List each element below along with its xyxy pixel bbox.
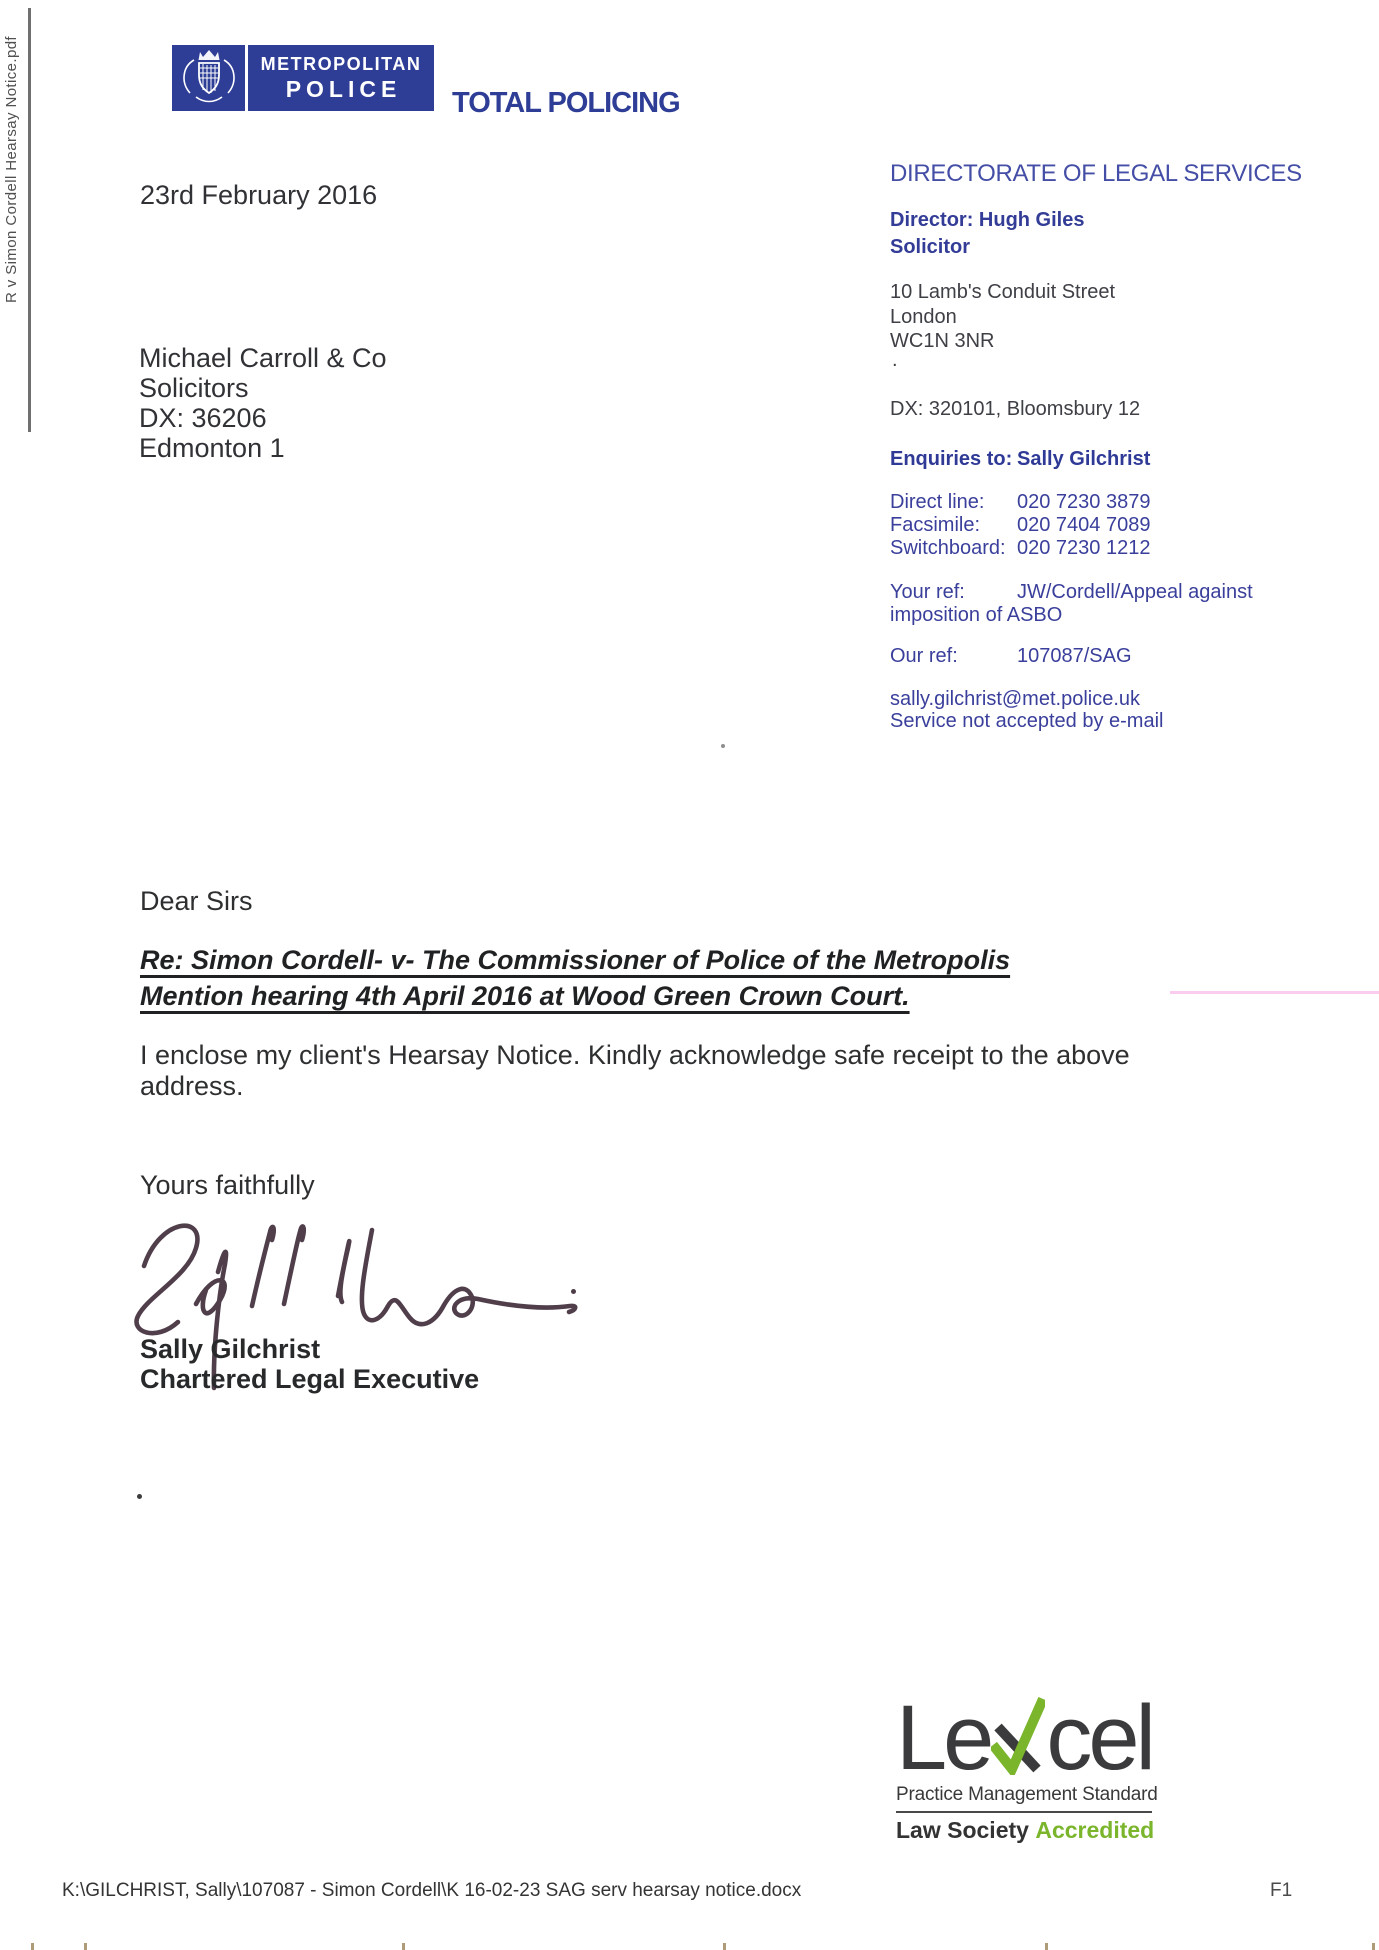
- recipient-name: Michael Carroll & Co: [139, 343, 387, 373]
- brand-tagline: TOTAL POLICING: [452, 87, 680, 119]
- lexcel-wordmark-cel: cel: [1046, 1687, 1152, 1789]
- your-ref-value-line2: imposition of ASBO: [890, 604, 1063, 626]
- footer-page-label: F1: [1270, 1880, 1293, 1901]
- your-ref-label: Your ref:: [890, 581, 965, 603]
- scan-edge-tick: [1372, 1943, 1375, 1950]
- recipient-line: Solicitors: [139, 373, 249, 403]
- met-police-crest-box: [172, 45, 245, 111]
- letter-date: 23rd February 2016: [140, 180, 378, 210]
- directorate-heading: DIRECTORATE OF LEGAL SERVICES: [890, 160, 1302, 187]
- law-society-label: Law Society: [896, 1817, 1029, 1843]
- lexcel-wordmark: [896, 1687, 1166, 1789]
- phone-row-value: 020 7404 7089: [1017, 514, 1151, 536]
- scan-edge-tick: [402, 1943, 405, 1950]
- accredited-label: Accredited: [1035, 1817, 1155, 1843]
- met-police-crest-icon: [178, 47, 240, 110]
- our-ref-value: 107087/SAG: [1017, 645, 1132, 667]
- lexcel-divider: [896, 1811, 1152, 1813]
- our-ref-label: Our ref:: [890, 645, 958, 667]
- email-note: Service not accepted by e-mail: [890, 710, 1164, 732]
- recipient-line: DX: 36206: [139, 403, 267, 433]
- brand-name-line1: METROPOLITAN: [260, 53, 422, 74]
- scan-edge-tick: [723, 1943, 726, 1950]
- law-society-accredited: [896, 1817, 1166, 1844]
- dls-address-line2: London: [890, 306, 957, 328]
- scan-edge-tick: [84, 1943, 87, 1950]
- phone-row-value: 020 7230 3879: [1017, 491, 1151, 513]
- phone-row-value: 020 7230 1212: [1017, 537, 1151, 559]
- footer-file-path: K:\GILCHRIST, Sally\107087 - Simon Cordell\K 16-02-23 SAG serv hearsay notice.docx: [62, 1880, 802, 1901]
- scan-edge-tick: [31, 1943, 34, 1950]
- brand-name-line2: POLICE: [285, 75, 402, 102]
- phone-row-label: Facsimile:: [890, 514, 981, 536]
- dls-dx-line: DX: 320101, Bloomsbury 12: [890, 398, 1141, 420]
- phone-row-label: Direct line:: [890, 491, 985, 513]
- closing: Yours faithfully: [140, 1170, 315, 1200]
- subject-line2: Mention hearing 4th April 2016 at Wood Green Crown Court.: [140, 981, 910, 1011]
- enquiries-name: Sally Gilchrist: [1017, 448, 1151, 470]
- met-police-logotype: [248, 45, 434, 111]
- director-line: Director: Hugh Giles: [890, 209, 1085, 231]
- body-paragraph: I enclose my client's Hearsay Notice. Kindly acknowledge safe receipt to the above address.: [140, 1040, 1130, 1101]
- dls-address-line3: WC1N 3NR: [890, 330, 995, 352]
- signature-ink-dot: [571, 1289, 576, 1294]
- recipient-line: Edmonton 1: [139, 433, 285, 463]
- lexcel-wordmark-le: Le: [896, 1687, 991, 1789]
- green-check-icon: [990, 1687, 1046, 1789]
- scan-edge-tick: [1045, 1943, 1048, 1950]
- scan-edge-rule: [28, 8, 31, 432]
- scan-filename-label: R v Simon Cordell Hearsay Notice.pdf: [3, 36, 20, 303]
- lexcel-subtitle: Practice Management Standard: [896, 1784, 1158, 1805]
- signatory-title: Chartered Legal Executive: [140, 1364, 480, 1394]
- director-title: Solicitor: [890, 236, 971, 258]
- phone-row-label: Switchboard:: [890, 537, 1006, 559]
- salutation: Dear Sirs: [140, 886, 253, 916]
- scan-speck: [721, 744, 725, 748]
- subject-line1: Re: Simon Cordell- v- The Commissioner of Police of the Metropolis: [140, 945, 1011, 975]
- lexcel-accreditation-logo: [896, 1687, 1166, 1844]
- signatory-name: Sally Gilchrist: [140, 1334, 321, 1364]
- scan-stray-dot: .: [892, 349, 898, 371]
- your-ref-value: JW/Cordell/Appeal against: [1017, 581, 1253, 603]
- dls-address-line1: 10 Lamb's Conduit Street: [890, 281, 1116, 303]
- scan-pink-line-artifact: [1170, 991, 1379, 994]
- enquiries-label: Enquiries to:: [890, 448, 1013, 470]
- contact-email: sally.gilchrist@met.police.uk: [890, 688, 1141, 710]
- scan-speck: [137, 1494, 142, 1499]
